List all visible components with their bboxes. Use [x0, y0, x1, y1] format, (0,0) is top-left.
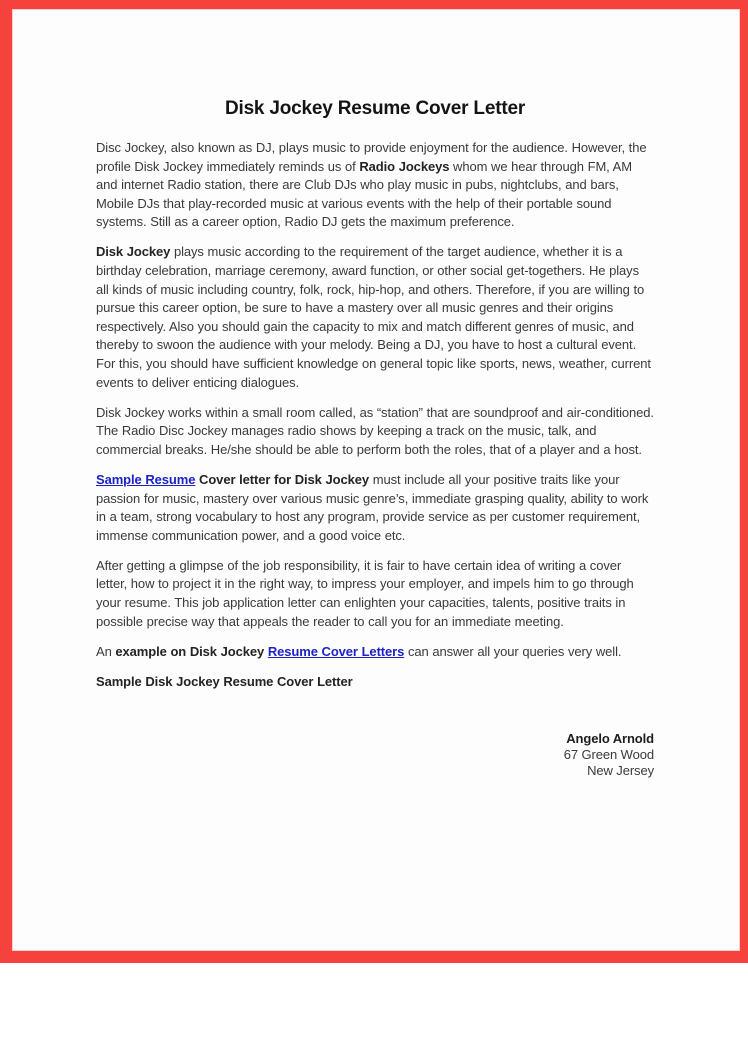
signature-address-line2: New Jersey [587, 763, 654, 779]
document-body [96, 139, 654, 691]
paragraph [96, 471, 654, 545]
signature-block [96, 731, 654, 779]
text-run: An [96, 643, 116, 659]
text-run: Sample Disk Jockey Resume Cover Letter [96, 673, 353, 689]
paragraph [96, 404, 654, 460]
page-title: Disk Jockey Resume Cover Letter [224, 98, 526, 119]
text-run: must include all your positive traits like your passion for music, mastery over various music genre’s, immediate grasping quality, ability to work in a team, strong vocabulary to host any program, provide service as per customer requirement, immense communication power, and a good voice etc. [96, 472, 649, 543]
text-run: Disk Jockey works within a small room called, as “station” that are soundproof and air-conditioned. The Radio Disc Jockey manages radio shows by keeping a track on the music, talk, and commercial breaks. He/she should be able to perform both the roles, that of a player and a host. [96, 404, 654, 457]
signature-name: Angelo Arnold [566, 731, 654, 747]
paragraph [96, 557, 654, 631]
sample-resume-link[interactable]: Sample Resume [96, 472, 196, 487]
paragraph [96, 243, 654, 392]
paragraph [96, 139, 654, 232]
text-run: Disk Jockey [96, 244, 171, 260]
text-run: After getting a glimpse of the job responsibility, it is fair to have certain idea of writing a cover letter, how to project it in the right way, to impress your employer, and impels him to go through your resume. This job application letter can enlighten your capacities, talents, positive traits in possible precise way that appeals the reader to call you for an immediate meeting. [96, 557, 634, 629]
text-run: can answer all your queries very well. [404, 643, 622, 659]
signature-address-line1: 67 Green Wood [563, 747, 654, 763]
paragraph [96, 643, 654, 662]
document-page [12, 98, 740, 1040]
text-run: example on Disk Jockey [115, 643, 268, 659]
paragraph [96, 673, 654, 692]
text-run: whom we hear through FM, AM and internet Radio station, there are Club DJs who play music in pubs, nightclubs, and bars, Mobile DJs that play-recorded music at various events with the help of their portable sound systems. Still as a career option, Radio DJ gets the maximum preference. [96, 158, 632, 230]
resume-cover-letters-link[interactable]: Resume Cover Letters [267, 643, 405, 659]
text-run: Disc Jockey, also known as DJ, plays music to provide enjoyment for the audience. However, the profile Disk Jockey immediately reminds us of [96, 140, 647, 174]
text-run: plays music according to the requirement of the target audience, whether it is a birthday celebration, marriage ceremony, award function, or other social get-togethers. He plays all kinds of music including country, folk, rock, hip-hop, and others. Therefore, if you are willing to pursue this career option, be sure to have a mastery over all music genres and their origins respectively. Also you should gain the capacity to mix and match different genres of music, and thereby to swoon the audience with your melody. Being a DJ, you have to host a cultural event. For this, you should have sufficient knowledge on general topic like sports, news, weather, current events to deliver enticing dialogues. [96, 244, 651, 390]
text-run: Radio Jockeys [359, 158, 450, 174]
text-run: Cover letter for Disk Jockey [195, 472, 370, 487]
